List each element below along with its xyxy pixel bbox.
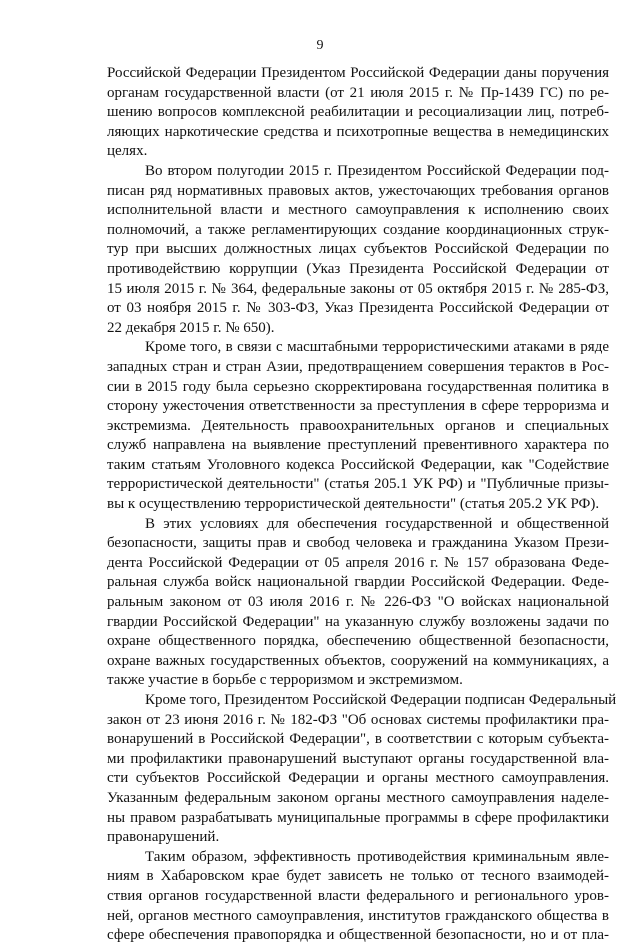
text-line: охране общественного порядка, обеспечению общественной безопасности, bbox=[107, 633, 609, 650]
text-line: безопасности, защиты прав и свобод человека и гражданина Указом Прези- bbox=[107, 535, 609, 552]
text-line: полномочий, а также регламентирующих создание координационных струк- bbox=[107, 221, 609, 238]
text-line: 22 декабря 2015 г. № 650). bbox=[107, 319, 275, 336]
text-line: целях. bbox=[107, 143, 148, 160]
text-line: 15 июля 2015 г. № 364, федеральные законы от 05 октября 2015 г. № 285-ФЗ, bbox=[107, 280, 609, 297]
text-line: сти субъектов Российской Федерации и органы местного самоуправления. bbox=[107, 770, 609, 787]
text-line: также участие в борьбе с терроризмом и экстремизмом. bbox=[107, 672, 463, 689]
text-line: исполнительной власти и местного самоуправления к исполнению своих bbox=[107, 202, 609, 219]
document-body bbox=[107, 64, 617, 946]
text-line: Таким образом, эффективность противодействия криминальным явле- bbox=[145, 848, 609, 865]
text-line: от 03 ноября 2015 г. № 303-ФЗ, Указ Президента Российской Федерации от bbox=[107, 300, 609, 317]
text-line: ральным законом от 03 июля 2016 г. № 226-ФЗ "О войсках национальной bbox=[107, 594, 609, 611]
paragraph bbox=[107, 515, 609, 691]
text-line: служб направлена на выявление преступлений превентивного характера по bbox=[107, 437, 609, 454]
text-line: террористической деятельности" (статья 205.1 УК РФ) и "Публичные призы- bbox=[107, 476, 609, 493]
text-line: сторону ужесточения ответственности за преступления в сфере терроризма и bbox=[107, 398, 609, 415]
text-line: экстремизма. Деятельность правоохранительных органов и специальных bbox=[107, 417, 609, 434]
text-line: ствия органов государственной власти федерального и регионального уров- bbox=[107, 887, 609, 904]
text-line: охране важных государственных объектов, сооружений на коммуникациях, а bbox=[107, 652, 609, 669]
text-line: гвардии Российской Федерации" на указанную службу возложены задачи по bbox=[107, 613, 609, 630]
page-number: 9 bbox=[316, 38, 324, 53]
text-line: Указанным федеральным законом органы местного самоуправления наделе- bbox=[107, 789, 609, 806]
text-line: ней, органов местного самоуправления, институтов гражданского общества в bbox=[107, 907, 609, 924]
text-line: В этих условиях для обеспечения государственной и общественной bbox=[145, 515, 609, 532]
text-line: западных стран и стран Азии, предотвращением совершения терактов в Рос- bbox=[107, 358, 609, 375]
text-line: ми профилактики правонарушений выступают органы государственной вла- bbox=[107, 750, 609, 767]
text-line: вонарушений в Российской Федерации", в соответствии с которым субъекта- bbox=[107, 731, 609, 748]
text-line: дента Российской Федерации от 05 апреля 2016 г. № 157 образована Феде- bbox=[107, 554, 609, 571]
text-line: правонарушений. bbox=[107, 829, 220, 846]
paragraph bbox=[107, 162, 609, 338]
text-line: шению вопросов комплексной реабилитации и ресоциализации лиц, потреб- bbox=[107, 104, 609, 121]
text-line: ниям в Хабаровском крае будет зависеть не только от тесного взаимодей- bbox=[107, 868, 609, 885]
text-line: писан ряд нормативных правовых актов, ужесточающих требования органов bbox=[107, 182, 609, 199]
text-line: закон от 23 июня 2016 г. № 182-ФЗ "Об основах системы профилактики пра- bbox=[107, 711, 609, 728]
paragraph bbox=[107, 848, 609, 946]
text-line: тур при высших должностных лицах субъектов Российской Федерации по bbox=[107, 241, 609, 258]
text-line: вы к осуществлению террористической деятельности" (статья 205.2 УК РФ). bbox=[107, 496, 600, 513]
paragraph bbox=[107, 338, 609, 514]
text-line: Российской Федерации Президентом Российской Федерации даны поручения bbox=[107, 65, 609, 81]
text-line: ральная служба войск национальной гвардии Российской Федерации. Феде- bbox=[107, 574, 609, 591]
text-line: ны правом разрабатывать муниципальные программы в сфере профилактики bbox=[107, 809, 609, 826]
text-line: сии в 2015 году была серьезно скорректирована государственная политика в bbox=[107, 378, 609, 395]
text-line: органам государственной власти (от 21 июля 2015 г. № Пр-1439 ГС) по ре- bbox=[107, 84, 609, 101]
text-line: Кроме того, в связи с масштабными террористическими атаками в ряде bbox=[145, 339, 609, 356]
text-line: Кроме того, Президентом Российской Федерации подписан Федеральный bbox=[145, 692, 617, 708]
text-line: сфере обеспечения правопорядка и общественной безопасности, но и от пла- bbox=[107, 927, 609, 944]
text-line: Во втором полугодии 2015 г. Президентом Российской Федерации под- bbox=[145, 162, 609, 179]
text-line: таким статьям Уголовного кодекса Российской Федерации, как "Содействие bbox=[107, 456, 609, 473]
paragraph bbox=[107, 64, 609, 162]
text-line: противодействию коррупции (Указ Президента Российской Федерации от bbox=[107, 260, 609, 277]
text-line: ляющих наркотические средства и психотропные вещества в немедицинских bbox=[107, 123, 609, 140]
paragraph bbox=[107, 691, 617, 848]
